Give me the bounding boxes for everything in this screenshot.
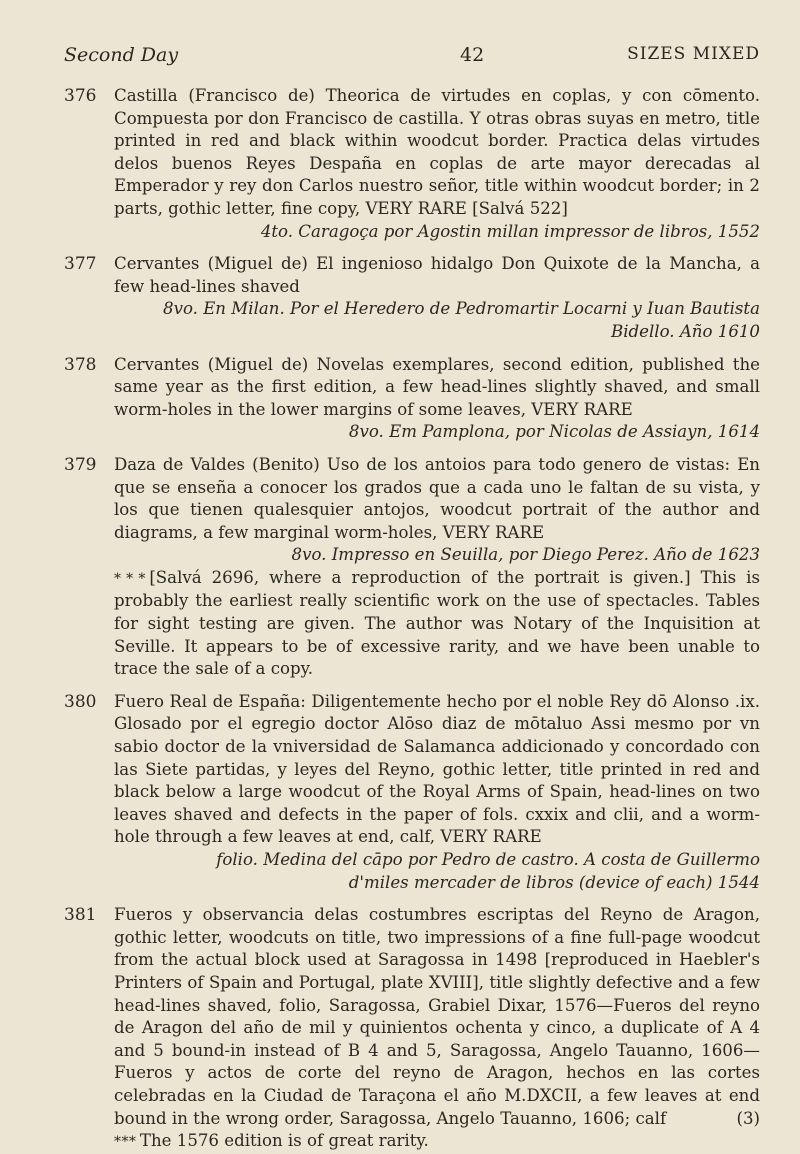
lot-volume-count: (3) xyxy=(736,1108,760,1128)
lot-note-text: The 1576 edition is of great rarity. xyxy=(139,1131,429,1151)
lot-note xyxy=(114,1130,760,1154)
lot-entry xyxy=(64,354,760,444)
asterism: * * * xyxy=(114,1134,134,1151)
lot-entry xyxy=(64,454,760,681)
lot-note xyxy=(114,567,760,681)
lot-entry xyxy=(64,253,760,343)
lot-imprint: 8vo. Em Pamplona, por Nicolas de Assiayn, 1614 xyxy=(348,422,760,442)
category-label: SIZES MIXED xyxy=(627,44,760,64)
lot-description: Fuero Real de España: Diligentemente hecho por el noble Rey dō Alonso .ix. Glosado por el egregio doctor Alōso diaz de mōtaluo Assi mesmo por vn sabio doctor de la vniversidad de Salamanca addicionado y concordado con las Siete partidas, y leyes del Reyno, gothic letter, title printed in red and black below a large woodcut of the Royal Arms of Spain, head-lines on two leaves shaved and defects in the paper of fols. cxxix and clii, and a worm-hole through a few leaves at end, calf, VERY RARE xyxy=(114,691,760,847)
lot-entry xyxy=(64,904,760,1154)
lot-number: 376 xyxy=(64,86,97,106)
lot-number: 379 xyxy=(64,454,97,475)
lot-description: Daza de Valdes (Benito) Uso de los antoios para todo genero de vistas: En que se enseña a conocer los grados que a cada uno le faltan de su vista, y los que tienen qualesquier antojos, woodcut portrait of the author and diagrams, a few marginal worm-holes, VERY RARE xyxy=(114,454,760,542)
lot-number: 378 xyxy=(64,354,97,375)
asterism: * * * xyxy=(114,570,144,587)
lot-note-text: [Salvá 2696, where a reproduction of the portrait is given.] This is probably the earliest really scientific work on the use of spectacles. Tables for sight testing are given. The author was Notary of the Inquisition at Seville. It appears to be of excessive rarity, and we have been unable to trace the sale of a copy. xyxy=(114,567,760,679)
lot-entry xyxy=(64,691,760,894)
lot-description xyxy=(114,904,760,1130)
lot-imprint: 8vo. En Milan. Por el Heredero de Pedromartir Locarni y Iuan Bautista Bidello. Año 1610 xyxy=(163,299,760,341)
lot-list xyxy=(64,85,760,1154)
running-head xyxy=(64,44,760,72)
lot-description-text: Fueros y observancia delas costumbres escriptas del Reyno de Aragon, gothic letter, woodcuts on title, two impressions of a fine full-page woodcut from the actual block used at Saragossa in 1498 [reproduced in Haebler's Printers of Spain and Portugal, plate XVIII], title slightly defective and a few head-lines shaved, folio, Saragossa, Grabiel Dixar, 1576—Fueros del reyno de Aragon del año de mil y quinientos ochenta y cinco, a duplicate of A 4 and 5 bound-in instead of B 4 and 5, Saragossa, Angelo Tauanno, 1606—Fueros y actos de corte del reyno de Aragon, hechos en las cortes celebradas en la Ciudad de Taraçona el año M.DXCII, a few leaves at end bound in the wrong order, Saragossa, Angelo Tauanno, 1606; calf xyxy=(114,905,760,1128)
lot-imprint: folio. Medina del cāpo por Pedro de castro. A costa de Guillermo d'miles mercader de libros (device of each) 1544 xyxy=(216,850,760,892)
lot-description: Cervantes (Miguel de) El ingenioso hidalgo Don Quixote de la Mancha, a few head-lines shaved xyxy=(114,254,760,296)
lot-imprint: 8vo. Impresso en Seuilla, por Diego Perez. Año de 1623 xyxy=(291,545,760,565)
lot-entry xyxy=(64,85,760,243)
page-number: 42 xyxy=(460,44,485,66)
lot-description: Cervantes (Miguel de) Novelas exemplares, second edition, published the same year as the first edition, a few head-lines slightly shaved, and small worm-holes in the lower margins of some leaves, VERY RARE xyxy=(114,354,760,419)
lot-imprint: 4to. Caragoça por Agostin millan impressor de libros, 1552 xyxy=(260,221,760,241)
lot-number: 380 xyxy=(64,691,97,712)
lot-description: Castilla (Francisco de) Theorica de virtudes en coplas, y con cōmento. Compuesta por don Francisco de castilla. Y otras obras suyas en metro, title printed in red and black within woodcut border. Practica delas virtudes delos buenos Reyes Despaña en coplas de arte mayor derecadas al Emperador y rey don Carlos nuestro señor, title within woodcut border; in 2 parts, gothic letter, fine copy, VERY RARE [Salvá 522] xyxy=(114,86,760,218)
lot-number: 377 xyxy=(64,254,97,275)
section-title: Second Day xyxy=(64,44,179,66)
lot-number: 381 xyxy=(64,905,97,926)
